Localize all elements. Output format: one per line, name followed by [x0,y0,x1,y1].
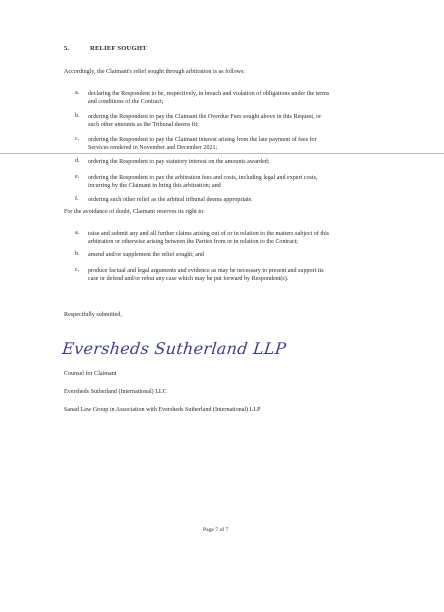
relief-letter-f: f. [75,196,79,202]
page-number-footer: Page 7 of 7 [203,527,229,533]
relief-letter-a: a. [75,90,80,96]
relief-letter-e: e. [75,174,80,180]
scan-fold-line [0,153,444,154]
right-letter-c: c. [75,267,80,273]
signatory-firm: Eversheds Sutherland (International) LLC [64,389,167,395]
relief-item-b: ordering the Respondent to pay the Claimant the Overdue Fees sought above in this Request, or such other amounts as the Tribunal deems fit; [88,114,322,129]
signatory-role: Counsel for Claimant [64,371,117,377]
right-item-a: raise and submit any and all further claims arising out of or in relation to the matters subject of this arbitration or otherwise arising between the Parties from or in relation to the Contract; [88,231,330,246]
signatory-association: Sanad Law Group in Association with Eversheds Sutherland (International) LLP [64,407,261,413]
closing-text: Respectfully submitted, [64,312,122,318]
section-number: 5. [64,45,70,52]
relief-item-e: ordering the Respondent to pay the arbitration fees and costs, including legal and expert costs, incurring by the Claimant in bring this arbitration; and [88,175,318,190]
relief-letter-d: d. [75,158,80,164]
relief-item-d: ordering the Respondent to pay statutory interest on the amounts awarded; [88,159,270,165]
relief-letter-b: b. [75,113,80,119]
reservation-intro: For the avoidance of doubt, Claimant reserves its right to: [64,209,205,215]
right-letter-b: b. [75,251,80,257]
right-item-c: produce factual and legal arguments and evidence as may be necessary to present and support its case or defend and/or rebut any case which may be put forward by Respondent(s). [88,268,324,283]
relief-item-c: ordering the Respondent to pay the Claimant interest arising from the late payment of fees for Services rendered in November and December 2021; [88,137,317,152]
relief-intro: Accordingly, the Claimant's relief sought through arbitration is as follows: [64,69,246,75]
relief-item-f: ordering such other relief as the arbitral tribunal deems appropriate. [88,197,253,203]
relief-item-a: declaring the Respondent to be, respectively, in breach and violation of obligations under the terms and conditions of the Contract; [88,91,330,106]
svg-text:Eversheds Sutherland LLP: Eversheds Sutherland LLP [61,339,288,358]
right-item-b: amend and/or supplement the relief sought; and [88,252,205,258]
right-letter-a: a. [75,230,80,236]
handwritten-signature [61,332,288,362]
relief-letter-c: c. [75,136,80,142]
section-title: RELIEF SOUGHT [90,45,147,52]
